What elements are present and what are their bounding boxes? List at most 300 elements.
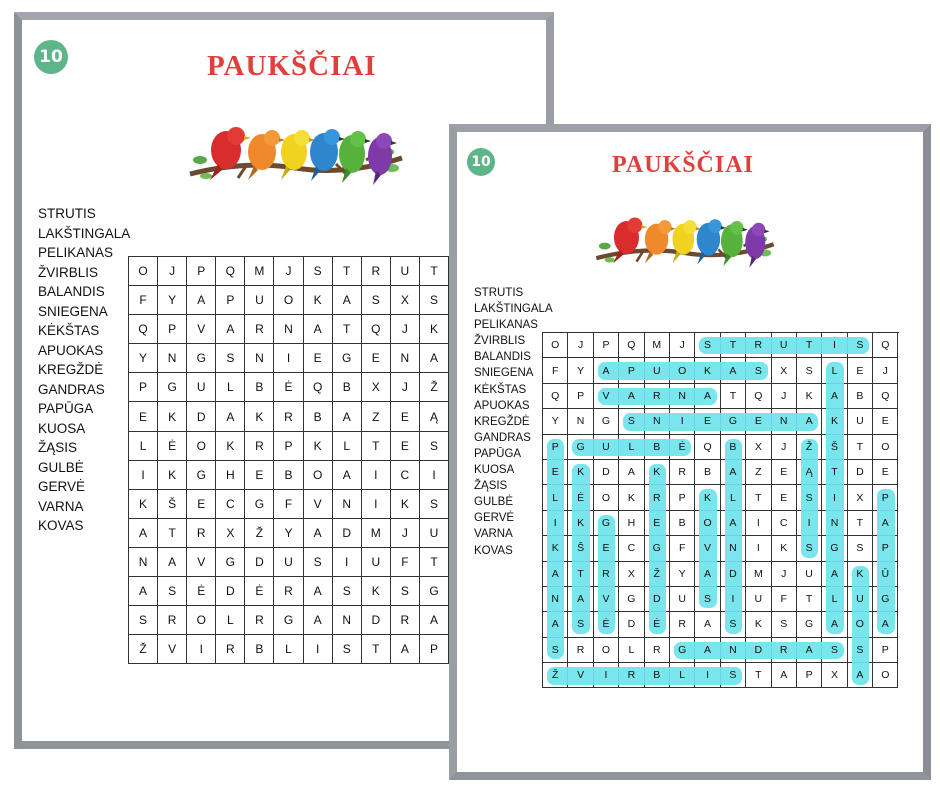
grid-letter: A (627, 466, 635, 479)
grid-cell[interactable] (245, 432, 274, 461)
grid-cell[interactable] (187, 373, 216, 402)
grid-cell[interactable] (129, 490, 158, 519)
grid-cell[interactable] (245, 519, 274, 548)
grid-cell[interactable] (362, 490, 391, 519)
grid-cell[interactable] (420, 490, 449, 519)
grid-cell[interactable] (274, 577, 303, 606)
grid-cell[interactable] (645, 333, 670, 358)
grid-letter: R (400, 613, 410, 628)
grid-cell[interactable] (333, 257, 362, 286)
grid-cell[interactable] (873, 358, 898, 383)
grid-cell[interactable] (216, 606, 245, 635)
grid-letter: Y (551, 415, 559, 428)
grid-letter: B (704, 466, 712, 479)
grid-cell[interactable] (391, 315, 420, 344)
grid-letter: K (577, 516, 585, 529)
grid-cell[interactable] (216, 577, 245, 606)
grid-cell[interactable] (362, 577, 391, 606)
grid-letter: X (400, 293, 409, 308)
grid-letter: E (780, 466, 788, 479)
grid-cell[interactable] (304, 402, 333, 431)
grid-cell[interactable] (797, 663, 822, 688)
grid-letter: K (577, 466, 585, 479)
grid-cell[interactable] (848, 358, 873, 383)
grid-cell[interactable] (129, 344, 158, 373)
grid-cell[interactable] (187, 519, 216, 548)
grid-cell[interactable] (772, 663, 797, 688)
grid-letter: D (729, 567, 737, 580)
grid-letter: T (805, 339, 813, 352)
grid-cell[interactable] (670, 562, 695, 587)
word-list-item: ŽVIRBLIS (38, 264, 99, 280)
grid-letter: L (552, 491, 559, 504)
grid-cell[interactable] (158, 461, 187, 490)
grid-cell[interactable] (746, 612, 771, 637)
grid-cell[interactable] (391, 490, 420, 519)
grid-cell[interactable] (772, 358, 797, 383)
grid-cell[interactable] (274, 432, 303, 461)
grid-cell[interactable] (797, 562, 822, 587)
grid-cell[interactable] (216, 519, 245, 548)
grid-cell[interactable] (216, 548, 245, 577)
grid-cell[interactable] (187, 606, 216, 635)
grid-cell[interactable] (304, 519, 333, 548)
grid-letter: S (400, 584, 409, 599)
grid-cell[interactable] (797, 587, 822, 612)
grid-letter: O (312, 467, 323, 482)
grid-cell[interactable] (333, 432, 362, 461)
grid-cell[interactable] (129, 286, 158, 315)
grid-letter: L (343, 438, 351, 453)
grid-cell[interactable] (129, 635, 158, 664)
grid-cell[interactable] (420, 461, 449, 490)
grid-cell[interactable] (362, 373, 391, 402)
grid-cell[interactable] (129, 315, 158, 344)
grid-cell[interactable] (362, 519, 391, 548)
grid-letter: L (679, 669, 686, 682)
grid-cell[interactable] (746, 435, 771, 460)
grid-cell[interactable] (304, 635, 333, 664)
grid-cell[interactable] (848, 511, 873, 536)
grid-cell[interactable] (797, 358, 822, 383)
grid-cell[interactable] (594, 638, 619, 663)
grid-cell[interactable] (746, 511, 771, 536)
grid-letter: L (831, 593, 838, 606)
grid-cell[interactable] (158, 286, 187, 315)
grid-cell[interactable] (420, 373, 449, 402)
grid-cell[interactable] (873, 638, 898, 663)
grid-cell[interactable] (746, 663, 771, 688)
grid-cell[interactable] (543, 409, 568, 434)
grid-letter: B (729, 440, 737, 453)
grid-cell[interactable] (216, 402, 245, 431)
grid-cell[interactable] (158, 606, 187, 635)
grid-letter: I (807, 516, 811, 529)
grid-cell[interactable] (187, 257, 216, 286)
grid-cell[interactable] (695, 435, 720, 460)
grid-cell[interactable] (420, 402, 449, 431)
grid-cell[interactable] (391, 286, 420, 315)
grid-cell[interactable] (158, 548, 187, 577)
grid-cell[interactable] (391, 373, 420, 402)
grid-letter: Ą (805, 466, 813, 479)
grid-cell[interactable] (619, 511, 644, 536)
grid-letter: L (226, 613, 234, 628)
grid-letter: U (652, 364, 661, 377)
grid-cell[interactable] (333, 402, 362, 431)
grid-cell[interactable] (420, 606, 449, 635)
grid-cell[interactable] (772, 485, 797, 510)
grid-cell[interactable] (670, 511, 695, 536)
grid-cell[interactable] (216, 490, 245, 519)
grid-cell[interactable] (129, 402, 158, 431)
grid-cell[interactable] (187, 315, 216, 344)
grid-cell[interactable] (245, 315, 274, 344)
grid-cell[interactable] (362, 548, 391, 577)
grid-letter: M (254, 264, 265, 279)
grid-cell[interactable] (772, 587, 797, 612)
grid-letter: L (831, 364, 838, 377)
grid-letter: Ž (139, 642, 147, 657)
grid-cell[interactable] (158, 402, 187, 431)
grid-cell[interactable] (274, 461, 303, 490)
grid-cell[interactable] (158, 344, 187, 373)
grid-cell[interactable] (721, 384, 746, 409)
grid-letter: T (430, 554, 438, 569)
grid-cell[interactable] (274, 519, 303, 548)
grid-cell[interactable] (333, 490, 362, 519)
grid-cell[interactable] (594, 333, 619, 358)
grid-cell[interactable] (333, 577, 362, 606)
grid-cell[interactable] (304, 490, 333, 519)
grid-cell[interactable] (619, 562, 644, 587)
grid-cell[interactable] (746, 587, 771, 612)
grid-cell[interactable] (420, 548, 449, 577)
grid-letter: Ž (255, 525, 264, 540)
grid-cell[interactable] (594, 485, 619, 510)
grid-letter: S (805, 542, 813, 555)
grid-cell[interactable] (391, 548, 420, 577)
grid-cell[interactable] (274, 344, 303, 373)
grid-row (543, 562, 899, 587)
grid-letter: I (286, 351, 291, 366)
worksheet-page-2-solution (449, 124, 931, 780)
grid-cell[interactable] (216, 373, 245, 402)
grid-letter: S (627, 415, 635, 428)
grid-cell[interactable] (274, 606, 303, 635)
grid-letter: I (141, 467, 145, 482)
grid-cell[interactable] (420, 286, 449, 315)
grid-cell[interactable] (245, 490, 274, 519)
grid-cell[interactable] (391, 577, 420, 606)
grid-letter: P (284, 438, 293, 453)
grid-cell[interactable] (158, 519, 187, 548)
grid-letter: A (780, 669, 788, 682)
grid-cell[interactable] (873, 333, 898, 358)
grid-cell[interactable] (158, 635, 187, 664)
grid-cell[interactable] (158, 432, 187, 461)
grid-cell[interactable] (245, 402, 274, 431)
grid-cell[interactable] (391, 635, 420, 664)
grid-cell[interactable] (245, 635, 274, 664)
grid-cell[interactable] (304, 373, 333, 402)
grid-cell[interactable] (187, 286, 216, 315)
grid-cell[interactable] (304, 577, 333, 606)
grid-cell[interactable] (216, 461, 245, 490)
grid-cell[interactable] (216, 286, 245, 315)
grid-letter: R (225, 642, 235, 657)
grid-cell[interactable] (670, 536, 695, 561)
grid-cell[interactable] (594, 460, 619, 485)
grid-cell[interactable] (304, 606, 333, 635)
grid-cell[interactable] (670, 485, 695, 510)
grid-cell[interactable] (848, 460, 873, 485)
grid-cell[interactable] (420, 315, 449, 344)
grid-cell[interactable] (543, 358, 568, 383)
grid-cell[interactable] (362, 432, 391, 461)
grid-letter: O (196, 613, 206, 628)
grid-letter: I (345, 554, 349, 569)
grid-cell[interactable] (216, 315, 245, 344)
grid-cell[interactable] (187, 402, 216, 431)
grid-cell[interactable] (274, 315, 303, 344)
grid-cell[interactable] (158, 373, 187, 402)
grid-cell[interactable] (619, 333, 644, 358)
grid-cell[interactable] (129, 548, 158, 577)
grid-cell[interactable] (746, 562, 771, 587)
grid-letter: Y (577, 364, 585, 377)
grid-cell[interactable] (420, 519, 449, 548)
grid-letter: Q (627, 339, 636, 352)
grid-cell[interactable] (848, 384, 873, 409)
grid-cell[interactable] (746, 536, 771, 561)
grid-letter: A (313, 525, 322, 540)
grid-cell[interactable] (333, 373, 362, 402)
grid-cell[interactable] (391, 519, 420, 548)
grid-cell[interactable] (873, 460, 898, 485)
grid-cell[interactable] (391, 432, 420, 461)
grid-cell[interactable] (362, 402, 391, 431)
grid-cell[interactable] (129, 519, 158, 548)
grid-cell[interactable] (216, 344, 245, 373)
grid-letter: Q (371, 322, 381, 337)
grid-cell[interactable] (362, 257, 391, 286)
grid-cell[interactable] (420, 577, 449, 606)
grid-cell[interactable] (129, 373, 158, 402)
grid-cell[interactable] (568, 638, 593, 663)
grid-cell[interactable] (274, 286, 303, 315)
grid-cell[interactable] (245, 257, 274, 286)
grid-cell[interactable] (362, 635, 391, 664)
grid-cell[interactable] (245, 344, 274, 373)
grid-letter: M (370, 525, 381, 540)
grid-cell[interactable] (187, 490, 216, 519)
grid-cell[interactable] (420, 344, 449, 373)
grid-cell[interactable] (848, 536, 873, 561)
grid-cell[interactable] (391, 606, 420, 635)
grid-cell[interactable] (333, 461, 362, 490)
grid-cell[interactable] (695, 460, 720, 485)
grid-cell[interactable] (772, 536, 797, 561)
grid-cell[interactable] (746, 384, 771, 409)
grid-cell[interactable] (873, 384, 898, 409)
grid-cell[interactable] (274, 548, 303, 577)
grid-cell[interactable] (158, 577, 187, 606)
grid-cell[interactable] (848, 435, 873, 460)
grid-letter: O (196, 438, 206, 453)
grid-cell[interactable] (362, 315, 391, 344)
grid-cell[interactable] (362, 606, 391, 635)
grid-cell[interactable] (670, 587, 695, 612)
grid-cell[interactable] (772, 562, 797, 587)
grid-cell[interactable] (695, 612, 720, 637)
grid-cell[interactable] (274, 257, 303, 286)
grid-cell[interactable] (158, 315, 187, 344)
grid-letter: C (779, 516, 788, 529)
grid-cell[interactable] (158, 257, 187, 286)
grid-cell[interactable] (245, 577, 274, 606)
grid-cell[interactable] (670, 612, 695, 637)
grid-cell[interactable] (245, 373, 274, 402)
grid-cell[interactable] (245, 461, 274, 490)
grid-cell[interactable] (420, 257, 449, 286)
grid-cell[interactable] (619, 587, 644, 612)
grid-letter: L (139, 438, 147, 453)
grid-cell[interactable] (333, 548, 362, 577)
grid-cell[interactable] (568, 409, 593, 434)
grid-cell[interactable] (797, 384, 822, 409)
grid-cell[interactable] (274, 402, 303, 431)
grid-cell[interactable] (129, 577, 158, 606)
grid-letter: J (781, 440, 787, 453)
grid-cell[interactable] (333, 635, 362, 664)
grid-cell[interactable] (129, 461, 158, 490)
grid-cell[interactable] (304, 344, 333, 373)
grid-cell[interactable] (543, 384, 568, 409)
grid-cell[interactable] (420, 432, 449, 461)
grid-cell[interactable] (772, 384, 797, 409)
grid-cell[interactable] (187, 635, 216, 664)
grid-cell[interactable] (797, 612, 822, 637)
grid-cell[interactable] (158, 490, 187, 519)
grid-letter: I (374, 467, 378, 482)
grid-cell[interactable] (543, 333, 568, 358)
grid-cell[interactable] (772, 460, 797, 485)
grid-cell[interactable] (304, 257, 333, 286)
grid-cell[interactable] (873, 435, 898, 460)
grid-cell[interactable] (362, 461, 391, 490)
grid-cell[interactable] (333, 344, 362, 373)
grid-letter: B (313, 409, 322, 424)
grid-cell[interactable] (746, 460, 771, 485)
grid-cell[interactable] (187, 548, 216, 577)
grid-cell[interactable] (129, 257, 158, 286)
grid-cell[interactable] (245, 548, 274, 577)
grid-cell[interactable] (670, 460, 695, 485)
grid-cell[interactable] (420, 635, 449, 664)
grid-cell[interactable] (362, 286, 391, 315)
grid-cell[interactable] (245, 286, 274, 315)
grid-cell[interactable] (619, 638, 644, 663)
grid-letter: U (429, 525, 439, 540)
grid-cell[interactable] (187, 577, 216, 606)
grid-cell[interactable] (568, 333, 593, 358)
grid-cell[interactable] (619, 536, 644, 561)
grid-cell[interactable] (391, 257, 420, 286)
grid-letter: R (652, 389, 661, 402)
grid-cell[interactable] (848, 485, 873, 510)
grid-cell[interactable] (245, 606, 274, 635)
grid-cell[interactable] (304, 315, 333, 344)
grid-cell[interactable] (274, 635, 303, 664)
grid-cell[interactable] (619, 612, 644, 637)
grid-cell[interactable] (187, 461, 216, 490)
grid-cell[interactable] (216, 635, 245, 664)
grid-cell[interactable] (822, 663, 847, 688)
grid-row (543, 384, 899, 409)
grid-letter: Y (139, 351, 148, 366)
word-list-item: GANDRAS (38, 381, 105, 397)
grid-cell[interactable] (772, 612, 797, 637)
grid-cell[interactable] (216, 432, 245, 461)
grid-cell[interactable] (362, 344, 391, 373)
grid-cell[interactable] (129, 432, 158, 461)
grid-cell[interactable] (304, 461, 333, 490)
word-list-item: GULBĖ (474, 496, 513, 509)
grid-cell[interactable] (333, 286, 362, 315)
grid-cell[interactable] (274, 490, 303, 519)
grid-cell[interactable] (391, 344, 420, 373)
grid-cell[interactable] (619, 460, 644, 485)
grid-cell[interactable] (187, 432, 216, 461)
word-list-item: KOVAS (38, 518, 84, 533)
word-list-item: KĖKŠTAS (38, 323, 100, 338)
grid-cell[interactable] (848, 409, 873, 434)
grid-cell[interactable] (216, 257, 245, 286)
grid-cell[interactable] (304, 548, 333, 577)
grid-cell[interactable] (129, 606, 158, 635)
grid-letter: S (313, 554, 322, 569)
grid-cell[interactable] (333, 606, 362, 635)
grid-letter: K (313, 293, 322, 308)
grid-cell[interactable] (568, 358, 593, 383)
grid-cell[interactable] (619, 485, 644, 510)
grid-cell[interactable] (670, 333, 695, 358)
grid-letter: M (652, 339, 662, 352)
grid-cell[interactable] (304, 432, 333, 461)
grid-cell[interactable] (333, 315, 362, 344)
grid-cell[interactable] (391, 402, 420, 431)
grid-cell[interactable] (594, 409, 619, 434)
grid-cell[interactable] (746, 485, 771, 510)
word-list-item: ŽĄSIS (38, 440, 78, 455)
grid-letter: P (881, 542, 889, 555)
grid-cell[interactable] (333, 519, 362, 548)
grid-cell[interactable] (772, 435, 797, 460)
grid-letter: R (255, 438, 264, 453)
grid-cell[interactable] (873, 663, 898, 688)
grid-cell[interactable] (873, 409, 898, 434)
grid-cell[interactable] (187, 344, 216, 373)
grid-cell[interactable] (568, 384, 593, 409)
grid-cell[interactable] (391, 461, 420, 490)
grid-cell[interactable] (772, 511, 797, 536)
grid-cell[interactable] (645, 638, 670, 663)
grid-cell[interactable] (274, 373, 303, 402)
grid-letter: E (400, 409, 409, 424)
grid-cell[interactable] (304, 286, 333, 315)
grid-letter: A (226, 409, 235, 424)
